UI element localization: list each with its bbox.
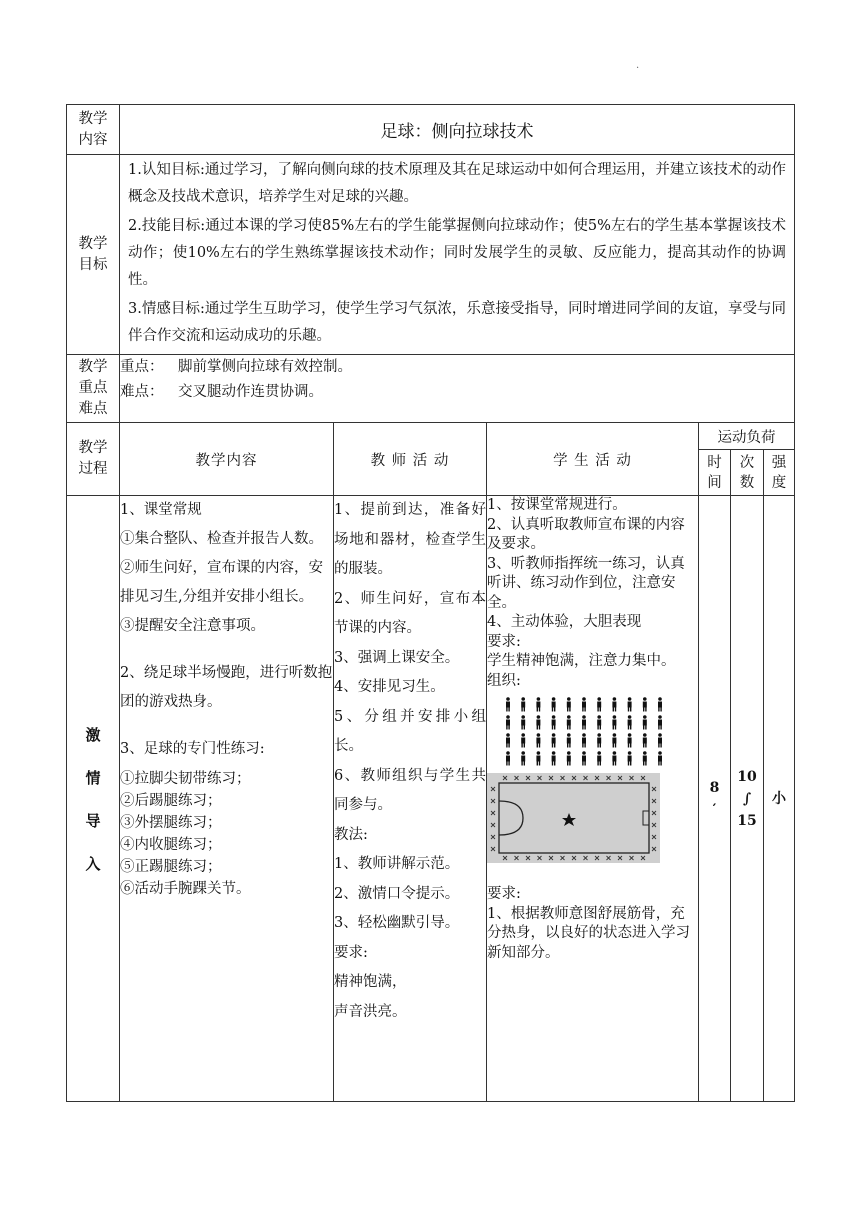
content-drill-3: ③外摆腿练习； (120, 815, 222, 831)
content-special-title: 3、足球的专门性练习: (120, 741, 265, 757)
teacher-item: 3、强调上课安全。 (334, 649, 460, 666)
teacher-item: 要求: (334, 944, 368, 961)
student-item: 要求: (487, 886, 521, 902)
goal-skill: 2.技能目标:通过本课的学习使85%左右的学生能掌握侧向拉球动作；使5%左右的学生基本掌握该技术动作；使10%左右的学生熟练掌握该技术动作；同时发展学生的灵敏、反应能力，提高其动作的协调性。 (128, 218, 787, 288)
student-item: 学生精神饱满，注意力集中。 (487, 653, 676, 669)
student-activities (487, 496, 699, 1102)
teacher-item: 6、教师组织与学生共同参与。 (334, 767, 486, 813)
content-drill-1: ①拉脚尖韧带练习； (120, 771, 251, 787)
label-goals: 教学 目标 (67, 155, 120, 355)
teacher-item: 声音洪亮。 (334, 1003, 407, 1020)
row-process-header (67, 423, 795, 450)
content-routine-3: ③提醒安全注意事项。 (120, 618, 265, 634)
header-load: 运动负荷 (699, 423, 795, 450)
teacher-item: 2、激情口令提示。 (334, 885, 460, 902)
corner-mark: . (636, 60, 640, 71)
lesson-title: 足球：侧向拉球技术 (120, 105, 795, 155)
teacher-item: 1、提前到达，准备好场地和器材，检查学生的服装。 (334, 502, 486, 577)
student-item: 组织: (487, 672, 521, 689)
teacher-item: 4、安排见习生。 (334, 679, 445, 695)
content-drill-5: ⑤正踢腿练习； (120, 859, 222, 875)
teacher-item: 1、教师讲解示范。 (334, 856, 460, 872)
content-routine-title: 1、课堂常规 (120, 502, 202, 518)
content-routine-1: ①集合整队、检查并报告人数。 (120, 531, 323, 547)
label-process: 教学 过程 (67, 423, 120, 496)
goals-cell (120, 155, 795, 355)
teacher-item: 5、分组并安排小组长。 (334, 708, 486, 754)
row-focus (67, 355, 795, 423)
teacher-item: 3、轻松幽默引导。 (334, 915, 460, 931)
student-item: 3、听教师指挥统一练习，认真听讲、练习动作到位，注意安全。 (487, 555, 685, 611)
teacher-item: 精神饱满， (334, 974, 407, 990)
label-content: 教学 内容 (67, 105, 120, 155)
student-item: 1、按课堂常规进行。 (487, 497, 627, 513)
content-jog: 2、绕足球半场慢跑，进行听数抱团的游戏热身。 (120, 665, 333, 710)
focus-cell (120, 355, 795, 423)
header-teacher: 教 师 活 动 (334, 423, 487, 496)
content-drill-4: ④内收腿练习； (120, 837, 222, 853)
load-time: 8 ′ (699, 496, 731, 1102)
content-drill-6: ⑥活动手腕踝关节。 (120, 881, 251, 897)
row-warmup (67, 496, 795, 1102)
lesson-plan-table (66, 104, 795, 1102)
label-focus: 教学 重点 难点 (67, 355, 120, 423)
header-count: 次 数 (731, 450, 764, 496)
header-content: 教学内容 (120, 423, 334, 496)
student-item: 2、认真听取教师宣布课的内容及要求。 (487, 516, 685, 552)
student-item: 4、主动体验，大胆表现 (487, 614, 642, 630)
header-intensity: 强 度 (764, 450, 795, 496)
row-content (67, 105, 795, 155)
phase-label: 激 情 导 入 (67, 496, 120, 1102)
student-item: 要求: (487, 633, 521, 650)
goal-cognitive: 1.认知目标:通过学习，了解向侧向球的技术原理及其在足球运动中如何合理运用，并建立该技术的动作概念及技战术意识，培养学生对足球的兴趣。 (128, 162, 787, 205)
content-drill-2: ②后踢腿练习； (120, 793, 222, 809)
header-student: 学 生 活 动 (487, 423, 699, 496)
teacher-item: 教法: (334, 826, 368, 843)
header-time: 时 间 (699, 450, 731, 496)
phase-content (120, 496, 334, 1102)
football-field-diagram (487, 773, 660, 863)
teacher-item: 2、师生问好，宣布本节课的内容。 (334, 590, 486, 636)
key-point: 重点： 脚前掌侧向拉球有效控制。 (120, 359, 352, 375)
formation-figures-icon (501, 695, 666, 767)
student-item: 1、根据教师意图舒展筋骨，充分热身，以良好的状态进入学习新知部分。 (487, 905, 690, 961)
content-routine-2: ②师生问好，宣布课的内容，安排见习生,分组并安排小组长。 (120, 560, 323, 605)
load-count: 10 ∫ 15 (731, 496, 764, 1102)
row-goals (67, 155, 795, 355)
goal-emotion: 3.情感目标:通过学生互助学习，使学生学习气氛浓，乐意接受指导，同时增进同学间的友谊，享受与同伴合作交流和运动成功的乐趣。 (128, 301, 787, 344)
load-intensity: 小 (764, 496, 795, 1102)
teacher-activities (334, 496, 487, 1102)
difficulty-point: 难点： 交叉腿动作连贯协调。 (120, 384, 323, 400)
